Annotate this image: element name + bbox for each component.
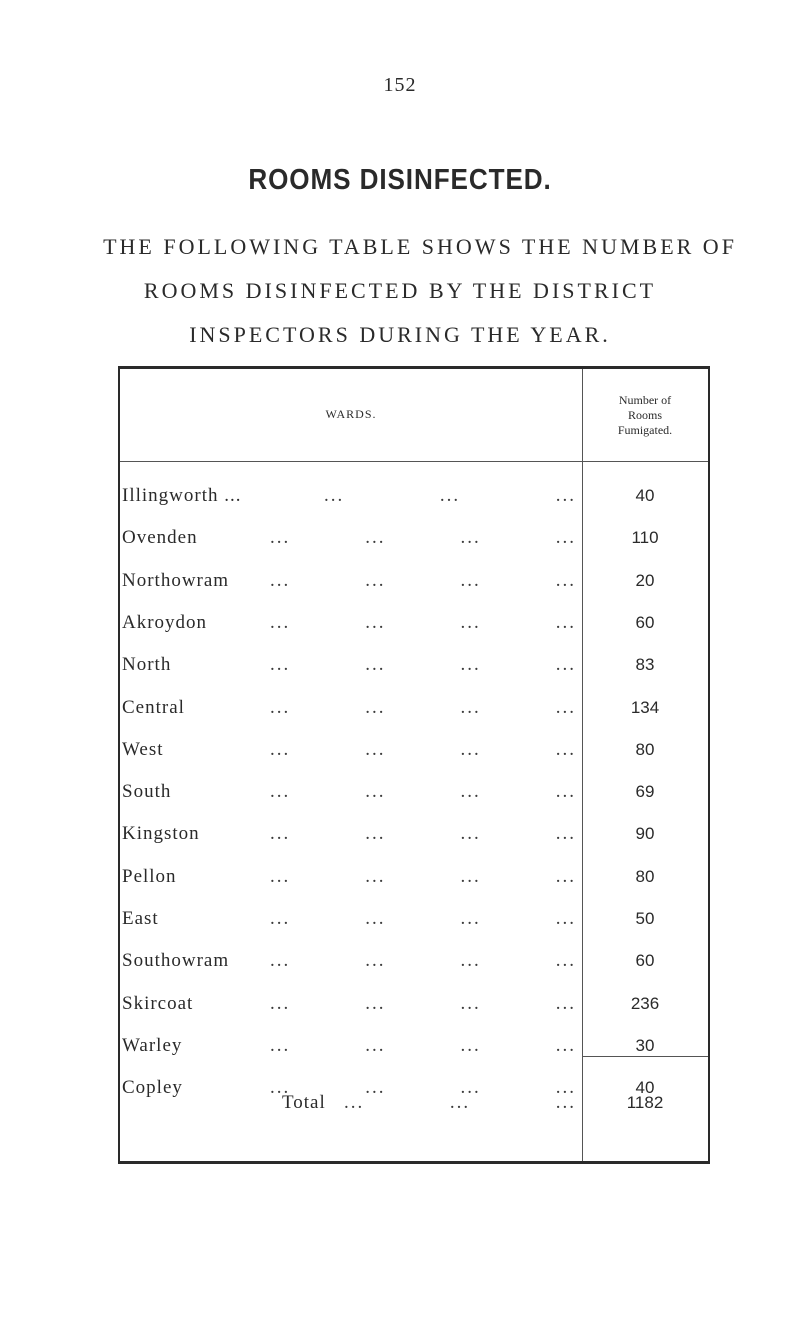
ward-name: Pellon	[122, 865, 177, 887]
ward-name: North	[122, 654, 172, 676]
leader-dots: ...	[555, 485, 576, 506]
page-title: ROOMS DISINFECTED.	[248, 164, 552, 196]
leader-dots: ...	[270, 823, 291, 845]
leader-dots: ...	[555, 950, 576, 972]
leader-dots: ...	[555, 611, 576, 633]
column-header-number-line-3: Fumigated.	[617, 423, 673, 437]
table-row	[120, 823, 708, 853]
ward-name: East	[122, 908, 159, 929]
ward-name: Warley	[122, 1034, 183, 1056]
leader-dots: ...	[270, 950, 291, 972]
leader-dots-group	[270, 570, 576, 592]
leader-dots-group	[270, 697, 576, 719]
leader-dots: ...	[460, 1034, 481, 1056]
leader-dots-group	[270, 739, 576, 761]
leader-dots-group	[270, 1035, 576, 1057]
ward-name: Southowram	[122, 950, 230, 972]
leader-dots: ...	[460, 611, 481, 633]
rooms-fumigated-value: 40	[635, 486, 655, 505]
table-row	[120, 866, 708, 896]
total-row	[120, 1092, 708, 1122]
table-row	[120, 570, 708, 600]
column-header-wards: WARDS.	[325, 407, 377, 421]
leader-dots-group	[324, 485, 576, 507]
leader-dots: ...	[270, 1034, 291, 1056]
rooms-fumigated-value: 80	[635, 866, 655, 886]
leader-dots: ...	[555, 1077, 576, 1099]
rooms-fumigated-value: 90	[635, 824, 655, 844]
table-row	[120, 697, 708, 727]
table-row	[120, 654, 708, 684]
rooms-fumigated-value: 60	[635, 951, 655, 971]
leader-dots: ...	[555, 992, 576, 1014]
leader-dots: ...	[270, 569, 291, 591]
ward-name: Illingworth ...	[122, 485, 242, 506]
leader-dots: ...	[555, 1092, 576, 1113]
table-row	[120, 993, 708, 1023]
rooms-fumigated-value: 110	[631, 528, 659, 548]
leader-dots: ...	[365, 823, 386, 845]
leader-dots: ...	[324, 485, 345, 506]
ward-name: Central	[122, 696, 185, 718]
ward-name: Skircoat	[122, 992, 194, 1014]
leader-dots: ...	[555, 696, 576, 718]
leader-dots: ...	[270, 992, 291, 1014]
leader-dots: ...	[460, 781, 481, 803]
leader-dots-group	[270, 866, 576, 888]
rooms-fumigated-value: 236	[630, 993, 660, 1013]
leader-dots: ...	[270, 654, 291, 676]
rooms-fumigated-value: 83	[635, 655, 655, 675]
leader-dots: ...	[365, 611, 386, 633]
table-row	[120, 1035, 708, 1065]
table-row	[120, 612, 708, 642]
leader-dots: ...	[449, 1092, 471, 1113]
page-number: 152	[383, 74, 417, 96]
rooms-fumigated-value: 40	[635, 1078, 655, 1098]
rooms-fumigated-value: 80	[635, 739, 655, 759]
leader-dots: ...	[270, 527, 291, 549]
total-value: 1182	[626, 1093, 664, 1112]
leader-dots: ...	[555, 865, 576, 887]
leader-dots: ...	[365, 527, 386, 549]
leader-dots: ...	[365, 738, 386, 760]
leader-dots: ...	[344, 1092, 365, 1113]
ward-name: Copley	[122, 1077, 183, 1099]
leader-dots: ...	[365, 950, 386, 972]
leader-dots: ...	[460, 569, 481, 591]
rooms-fumigated-value: 60	[635, 612, 655, 632]
rooms-fumigated-value: 134	[630, 697, 660, 717]
leader-dots: ...	[460, 696, 481, 718]
leader-dots: ...	[555, 823, 576, 845]
leader-dots-group	[270, 823, 576, 845]
leader-dots: ...	[460, 738, 481, 760]
leader-dots: ...	[460, 1077, 481, 1099]
leader-dots-group	[270, 612, 576, 634]
leader-dots: ...	[460, 865, 481, 887]
leader-dots-group	[270, 527, 576, 549]
leader-dots: ...	[460, 992, 481, 1014]
intro-line-3: INSPECTORS DURING THE YEAR.	[189, 322, 611, 347]
leader-dots: ...	[460, 654, 481, 676]
leader-dots: ...	[555, 569, 576, 591]
leader-dots: ...	[365, 569, 386, 591]
ward-name: West	[122, 738, 164, 760]
leader-dots: ...	[460, 527, 481, 549]
leader-dots: ...	[365, 992, 386, 1014]
column-header-number	[582, 393, 708, 438]
total-label: Total	[282, 1092, 326, 1113]
leader-dots: ...	[270, 611, 291, 633]
ward-name: Northowram	[122, 569, 230, 591]
ward-name: Akroydon	[122, 611, 208, 633]
rooms-fumigated-value: 69	[635, 782, 655, 802]
leader-dots-group	[270, 781, 576, 803]
leader-dots: ...	[365, 696, 386, 718]
header-rule	[120, 461, 708, 462]
ward-name: South	[122, 781, 172, 803]
leader-dots: ...	[270, 1077, 291, 1099]
column-header-number-line-2: Rooms	[627, 408, 662, 422]
leader-dots-group	[270, 993, 576, 1015]
leader-dots: ...	[270, 908, 291, 929]
leader-dots: ...	[555, 1034, 576, 1056]
ward-name: Kingston	[122, 823, 200, 845]
leader-dots: ...	[365, 1034, 386, 1056]
rooms-table	[118, 366, 710, 1164]
ward-name: Ovenden	[122, 527, 198, 549]
rooms-fumigated-value: 30	[635, 1035, 655, 1055]
leader-dots: ...	[365, 1077, 386, 1099]
leader-dots-group	[270, 950, 576, 972]
leader-dots-group	[270, 654, 576, 676]
intro-line-2: ROOMS DISINFECTED BY THE DISTRICT	[143, 278, 657, 303]
leader-dots: ...	[270, 696, 291, 718]
leader-dots: ...	[365, 654, 386, 676]
table-row	[120, 739, 708, 769]
leader-dots-group	[270, 908, 576, 930]
total-leader-dots	[344, 1092, 576, 1114]
leader-dots: ...	[460, 823, 481, 845]
table-row	[120, 908, 708, 938]
leader-dots: ...	[270, 738, 291, 760]
leader-dots: ...	[460, 950, 481, 972]
table-row	[120, 781, 708, 811]
column-header-number-line-1: Number of	[618, 393, 672, 407]
leader-dots: ...	[555, 738, 576, 760]
rooms-fumigated-value: 20	[635, 570, 655, 590]
leader-dots: ...	[555, 654, 576, 676]
leader-dots: ...	[270, 865, 291, 887]
leader-dots: ...	[365, 908, 386, 929]
table-row	[120, 950, 708, 980]
table-row	[120, 485, 708, 515]
leader-dots: ...	[365, 865, 386, 887]
table-row	[120, 527, 708, 557]
leader-dots: ...	[270, 781, 291, 803]
leader-dots: ...	[555, 781, 576, 803]
rooms-fumigated-value: 50	[635, 909, 655, 928]
leader-dots: ...	[555, 527, 576, 549]
leader-dots: ...	[365, 781, 386, 803]
intro-line-1: THE FOLLOWING TABLE SHOWS THE NUMBER OF	[103, 234, 737, 259]
leader-dots: ...	[460, 908, 481, 929]
leader-dots: ...	[439, 485, 461, 506]
leader-dots: ...	[555, 908, 576, 929]
